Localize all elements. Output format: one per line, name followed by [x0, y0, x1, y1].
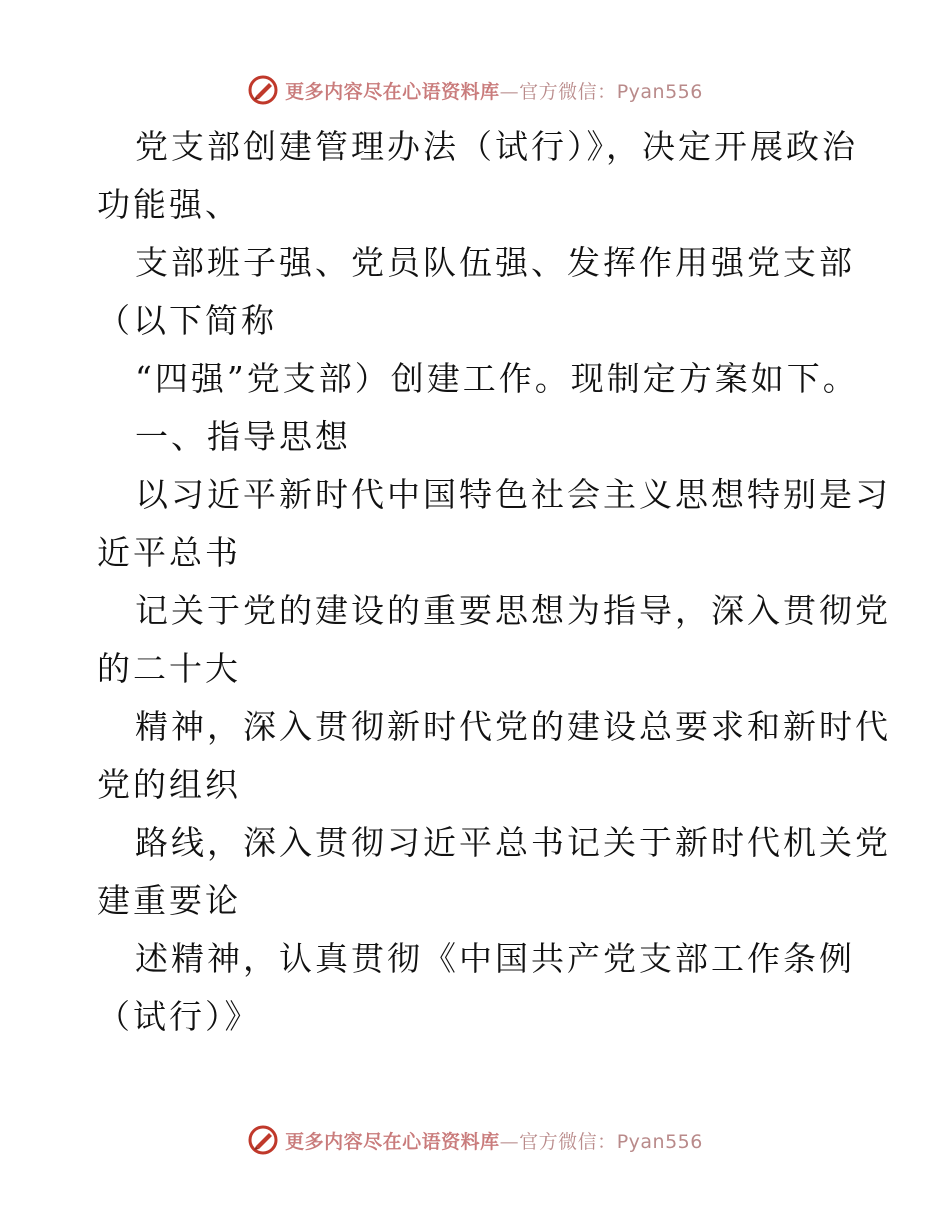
- header-wechat-id: Pyan556: [616, 80, 703, 103]
- text-line: （以下简称: [97, 301, 277, 340]
- document-body: [97, 118, 891, 1046]
- text-line: 党支部创建管理办法（试行）》，决定开展政治: [135, 127, 858, 166]
- text-line: 近平总书: [97, 533, 241, 572]
- footer-banner-separator: —: [499, 1130, 520, 1153]
- text-line: 精神，深入贯彻新时代党的建设总要求和新时代: [135, 707, 891, 746]
- text-line: 路线，深入贯彻习近平总书记关于新时代机关党: [135, 823, 891, 862]
- header-banner: [0, 70, 950, 110]
- text-line: 记关于党的建设的重要思想为指导，深入贯彻党: [135, 591, 891, 630]
- text-line: 党的组织: [97, 765, 241, 804]
- text-line: 以习近平新时代中国特色社会主义思想特别是习: [135, 475, 891, 514]
- footer-banner-text: [285, 1127, 703, 1154]
- footer-wechat-id: Pyan556: [616, 1130, 703, 1153]
- header-banner-separator: —: [499, 80, 520, 103]
- footer-banner: [0, 1120, 950, 1160]
- logo-icon: [247, 1124, 279, 1156]
- header-banner-text: [285, 77, 703, 104]
- footer-wechat-label: 官方微信：: [519, 1130, 617, 1153]
- logo-icon: [247, 74, 279, 106]
- text-line: 建重要论: [97, 881, 241, 920]
- text-line: （试行）》: [97, 997, 261, 1036]
- section-heading: 一、指导思想: [135, 417, 351, 456]
- text-line: 功能强、: [97, 185, 241, 224]
- text-line: 的二十大: [97, 649, 241, 688]
- header-wechat-label: 官方微信：: [519, 80, 617, 103]
- text-line: 支部班子强、党员队伍强、发挥作用强党支部: [135, 243, 855, 282]
- footer-banner-main: 更多内容尽在心语资料库: [285, 1130, 500, 1153]
- header-banner-main: 更多内容尽在心语资料库: [285, 80, 500, 103]
- text-line: “四强”党支部）创建工作。现制定方案如下。: [135, 359, 859, 398]
- text-line: 述精神，认真贯彻《中国共产党支部工作条例: [135, 939, 855, 978]
